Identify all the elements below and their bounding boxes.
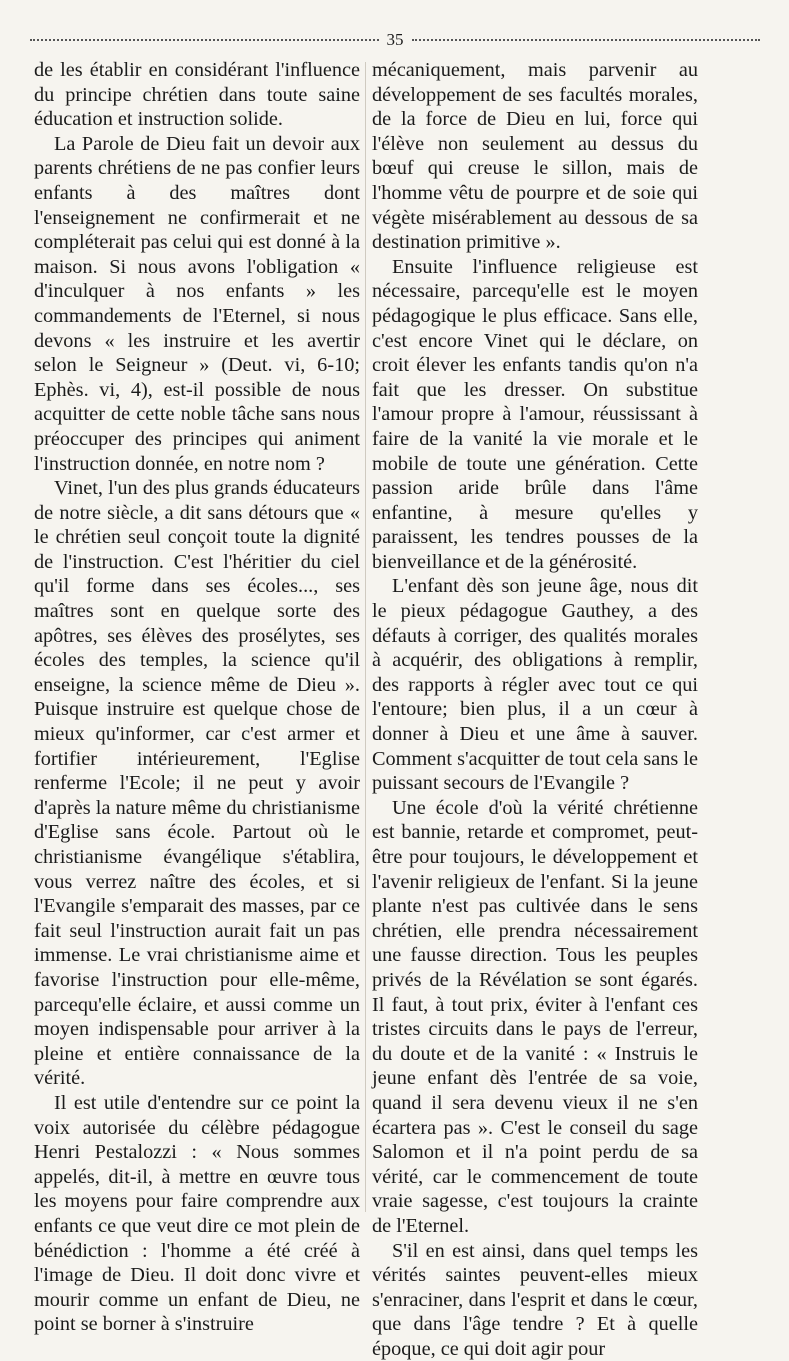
paragraph: Vinet, l'un des plus grands éducateurs de notre siècle, a dit sans détours que « le chrétien seul conçoit toute la dignité de l'instruction. C'est l'héritier du ciel qu'il forme dans ses écoles..., ses maîtres sont en quelque sorte des apôtres, ses élèves des prosélytes, ses écoles des temples, la science qu'il enseigne, la science même de Dieu ». Puisque instruire est quelque chose de mieux qu'informer, car c'est armer et fortifier intérieurement, l'Eglise renferme l'Ecole; il ne peut y avoir d'après la nature même du christianisme d'Eglise sans école. Partout où le christianisme évangélique s'établira, vous verrez naître des écoles, et si l'Evangile s'emparait des masses, par ce fait seul l'instruction aurait fait un pas immense. Le vrai christianisme aime et favorise l'instruction pour elle-même, parcequ'elle éclaire, et aussi comme un moyen indispensable pour arriver à la pleine et entière connaissance de la vérité. bbox=[34, 476, 360, 1091]
paragraph: La Parole de Dieu fait un devoir aux parents chrétiens de ne pas confier leurs enfants à des maîtres dont l'enseignement ne confirmerait et ne compléterait pas celui qui est donné à la maison. Si nous avons l'obligation « d'inculquer à nos enfants » les commandements de l'Eternel, si nous devons « les instruire et les avertir selon le Seigneur » (Deut. vi, 6-10; Ephès. vi, 4), est-il possible de nous acquitter de cette noble tâche sans nous préoccuper des principes qui animent l'instruction donnée, en notre nom ? bbox=[34, 132, 360, 476]
paragraph: S'il en est ainsi, dans quel temps les vérités saintes peuvent-elles mieux s'enraciner, dans l'esprit et dans le cœur, que dans l'âge tendre ? Et à quelle époque, ce qui doit agir pour bbox=[372, 1239, 698, 1361]
paragraph: Une école d'où la vérité chrétienne est bannie, retarde et compromet, peut-être pour toujours, le développement et l'avenir religieux de l'enfant. Si la jeune plante n'est pas cultivée dans le sens chrétien, elle prendra nécessairement une fausse direction. Tous les peuples privés de la Révélation se sont égarés. Il faut, à tout prix, éviter à l'enfant ces tristes circuits dans le pays de l'erreur, du doute et de la vanité : « Instruis le jeune enfant dès l'entrée de sa voie, quand il sera devenu vieux il ne s'en écartera pas ». C'est le conseil du sage Salomon et il n'a point perdu de sa vérité, car le commencement de toute vraie sagesse, c'est toujours la crainte de l'Eternel. bbox=[372, 796, 698, 1239]
right-column bbox=[372, 58, 698, 1361]
page-number: 35 bbox=[379, 30, 412, 50]
column-divider bbox=[365, 62, 366, 1212]
header-rule-right bbox=[412, 39, 761, 41]
paragraph: Il est utile d'entendre sur ce point la voix autorisée du célèbre pédagogue Henri Pestalozzi : « Nous sommes appelés, dit-il, à mettre en œuvre tous les moyens pour faire comprendre aux enfants ce que veut dire ce mot plein de bénédiction : l'homme a été créé à l'image de Dieu. Il doit donc vivre et mourir comme un enfant de Dieu, ne point se borner à s'instruire bbox=[34, 1091, 360, 1337]
paragraph: mécaniquement, mais parvenir au développement de ses facultés morales, de la force de Dieu en lui, force qui l'élève non seulement au dessus du bœuf qui creuse le sillon, mais de l'homme vêtu de pourpre et de soie qui végète misérablement au dessous de sa destination primitive ». bbox=[372, 58, 698, 255]
paragraph: de les établir en considérant l'influence du principe chrétien dans toute saine éducation et instruction solide. bbox=[34, 58, 360, 132]
page-header bbox=[30, 30, 760, 50]
left-column bbox=[34, 58, 360, 1337]
paragraph: L'enfant dès son jeune âge, nous dit le pieux pédagogue Gauthey, a des défauts à corriger, des qualités morales à acquérir, des obligations à remplir, des rapports à régler avec tout ce qui l'entoure; bien plus, il a un cœur à donner à Dieu et une âme à sauver. Comment s'acquitter de tout cela sans le puissant secours de l'Evangile ? bbox=[372, 574, 698, 795]
paragraph: Ensuite l'influence religieuse est nécessaire, parcequ'elle est le moyen pédagogique le plus efficace. Sans elle, c'est encore Vinet qui le déclare, on croit élever les enfants tandis qu'on n'a fait que les dresser. On substitue l'amour propre à l'amour, réussissant à faire de la vanité la vie morale et le mobile de toute une génération. Cette passion aride brûle dans l'âme enfantine, à mesure qu'elles y paraissent, les tendres pousses de la bienveillance et de la générosité. bbox=[372, 255, 698, 575]
header-rule-left bbox=[30, 39, 379, 41]
